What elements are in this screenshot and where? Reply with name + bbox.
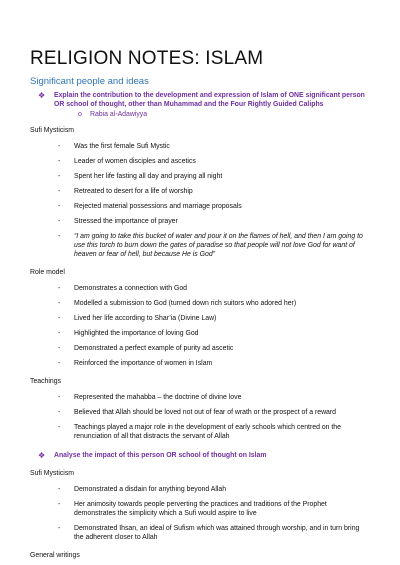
list-item: - Retreated to desert for a life of worship [58, 188, 193, 195]
dash-bullet-icon: - [58, 158, 61, 165]
quote-item: - “I am going to take this bucket of water and pour it on the flames of hell, and then I am going to use this torch to burn down the gates of paradise so that people will not love God for want of heaven or fear of hell, but because He is God” [58, 233, 363, 258]
diamond-bullet-icon: ❖ [38, 91, 46, 100]
dash-bullet-icon: - [58, 315, 61, 322]
list-item: - Reinforced the importance of women in Islam [58, 360, 213, 367]
section-title: Sufi Mysticism [30, 127, 75, 134]
dash-bullet-icon: - [58, 394, 61, 401]
list-item: - Stressed the importance of prayer [58, 218, 178, 225]
dash-bullet-icon: - [58, 501, 61, 508]
bullet-list [28, 142, 372, 259]
list-item: - Demonstrated a perfect example of purity ad ascetic [58, 345, 234, 352]
dash-bullet-icon: - [58, 525, 61, 532]
list-item: - Modelled a submission to God (turned down rich suitors who adored her) [58, 300, 297, 307]
section-heading: Significant people and ideas [30, 76, 149, 87]
dash-bullet-icon: - [58, 300, 61, 307]
question-2-text: Analyse the impact of this person OR school of thought on Islam [54, 452, 267, 459]
list-item: - Believed that Allah should be loved not out of fear of wrath or the prospect of a reward [58, 409, 337, 416]
section-title: Role model [30, 269, 65, 276]
list-item: - Rejected material possessions and marriage proposals [58, 203, 242, 210]
list-item: - Demonstrated Ihsan, an ideal of Sufism which was attained through worship, and in turn bring the adherent closer to Allah [58, 525, 360, 541]
question-1-text: Explain the contribution to the development and expression of Islam of ONE significant person OR school of thought, other than Muhammad and the Four Rightly Guided Caliphs [54, 92, 365, 108]
list-item: - Spent her life fasting all day and praying all night [58, 173, 223, 180]
list-item: - Highlighted the importance of loving God [58, 330, 199, 337]
list-item: - Was the first female Sufi Mystic [58, 143, 170, 150]
person-name: Rabia al-Adawiyya [90, 111, 148, 118]
person-line [28, 110, 372, 119]
dash-bullet-icon: - [58, 203, 61, 210]
diamond-bullet-icon: ❖ [38, 451, 46, 460]
list-item: - Demonstrates a connection with God [58, 285, 187, 292]
bullet-list [28, 485, 372, 542]
dash-bullet-icon: - [58, 173, 61, 180]
dash-bullet-icon: - [58, 424, 61, 431]
dash-bullet-icon: - [58, 330, 61, 337]
list-item: - Leader of women disciples and ascetics [58, 158, 196, 165]
dash-bullet-icon: - [58, 218, 61, 225]
list-item: - Represented the mahabba – the doctrine of divine love [58, 394, 242, 401]
dash-bullet-icon: - [58, 409, 61, 416]
section-title: General writings [30, 552, 80, 559]
dash-bullet-icon: - [58, 188, 61, 195]
question-2 [28, 451, 372, 460]
section-title: Sufi Mysticism [30, 470, 75, 477]
dash-bullet-icon: - [58, 285, 61, 292]
list-item: - Lived her life according to Shar’ia (Divine Law) [58, 315, 217, 322]
page-title: RELIGION NOTES: ISLAM [30, 48, 264, 69]
dash-bullet-icon: - [58, 486, 61, 493]
dash-bullet-icon: - [58, 360, 61, 367]
section-title: Teachings [30, 378, 62, 385]
question-1 [28, 91, 372, 109]
circle-bullet-icon: o [78, 111, 82, 118]
dash-bullet-icon: - [58, 233, 61, 240]
list-item: - Demonstrated a disdain for anything beyond Allah [58, 486, 227, 493]
bullet-list [28, 284, 372, 368]
list-item: - Teachings played a major role in the development of early schools which centred on the renunciation of all that distracts the servant of Allah [58, 424, 341, 440]
list-item: - Her animosity towards people perverting the practices and traditions of the Prophet demonstrates the simplicity which a Sufi would aspire to live [58, 501, 327, 517]
bullet-list [28, 393, 372, 441]
dash-bullet-icon: - [58, 345, 61, 352]
dash-bullet-icon: - [58, 143, 61, 150]
